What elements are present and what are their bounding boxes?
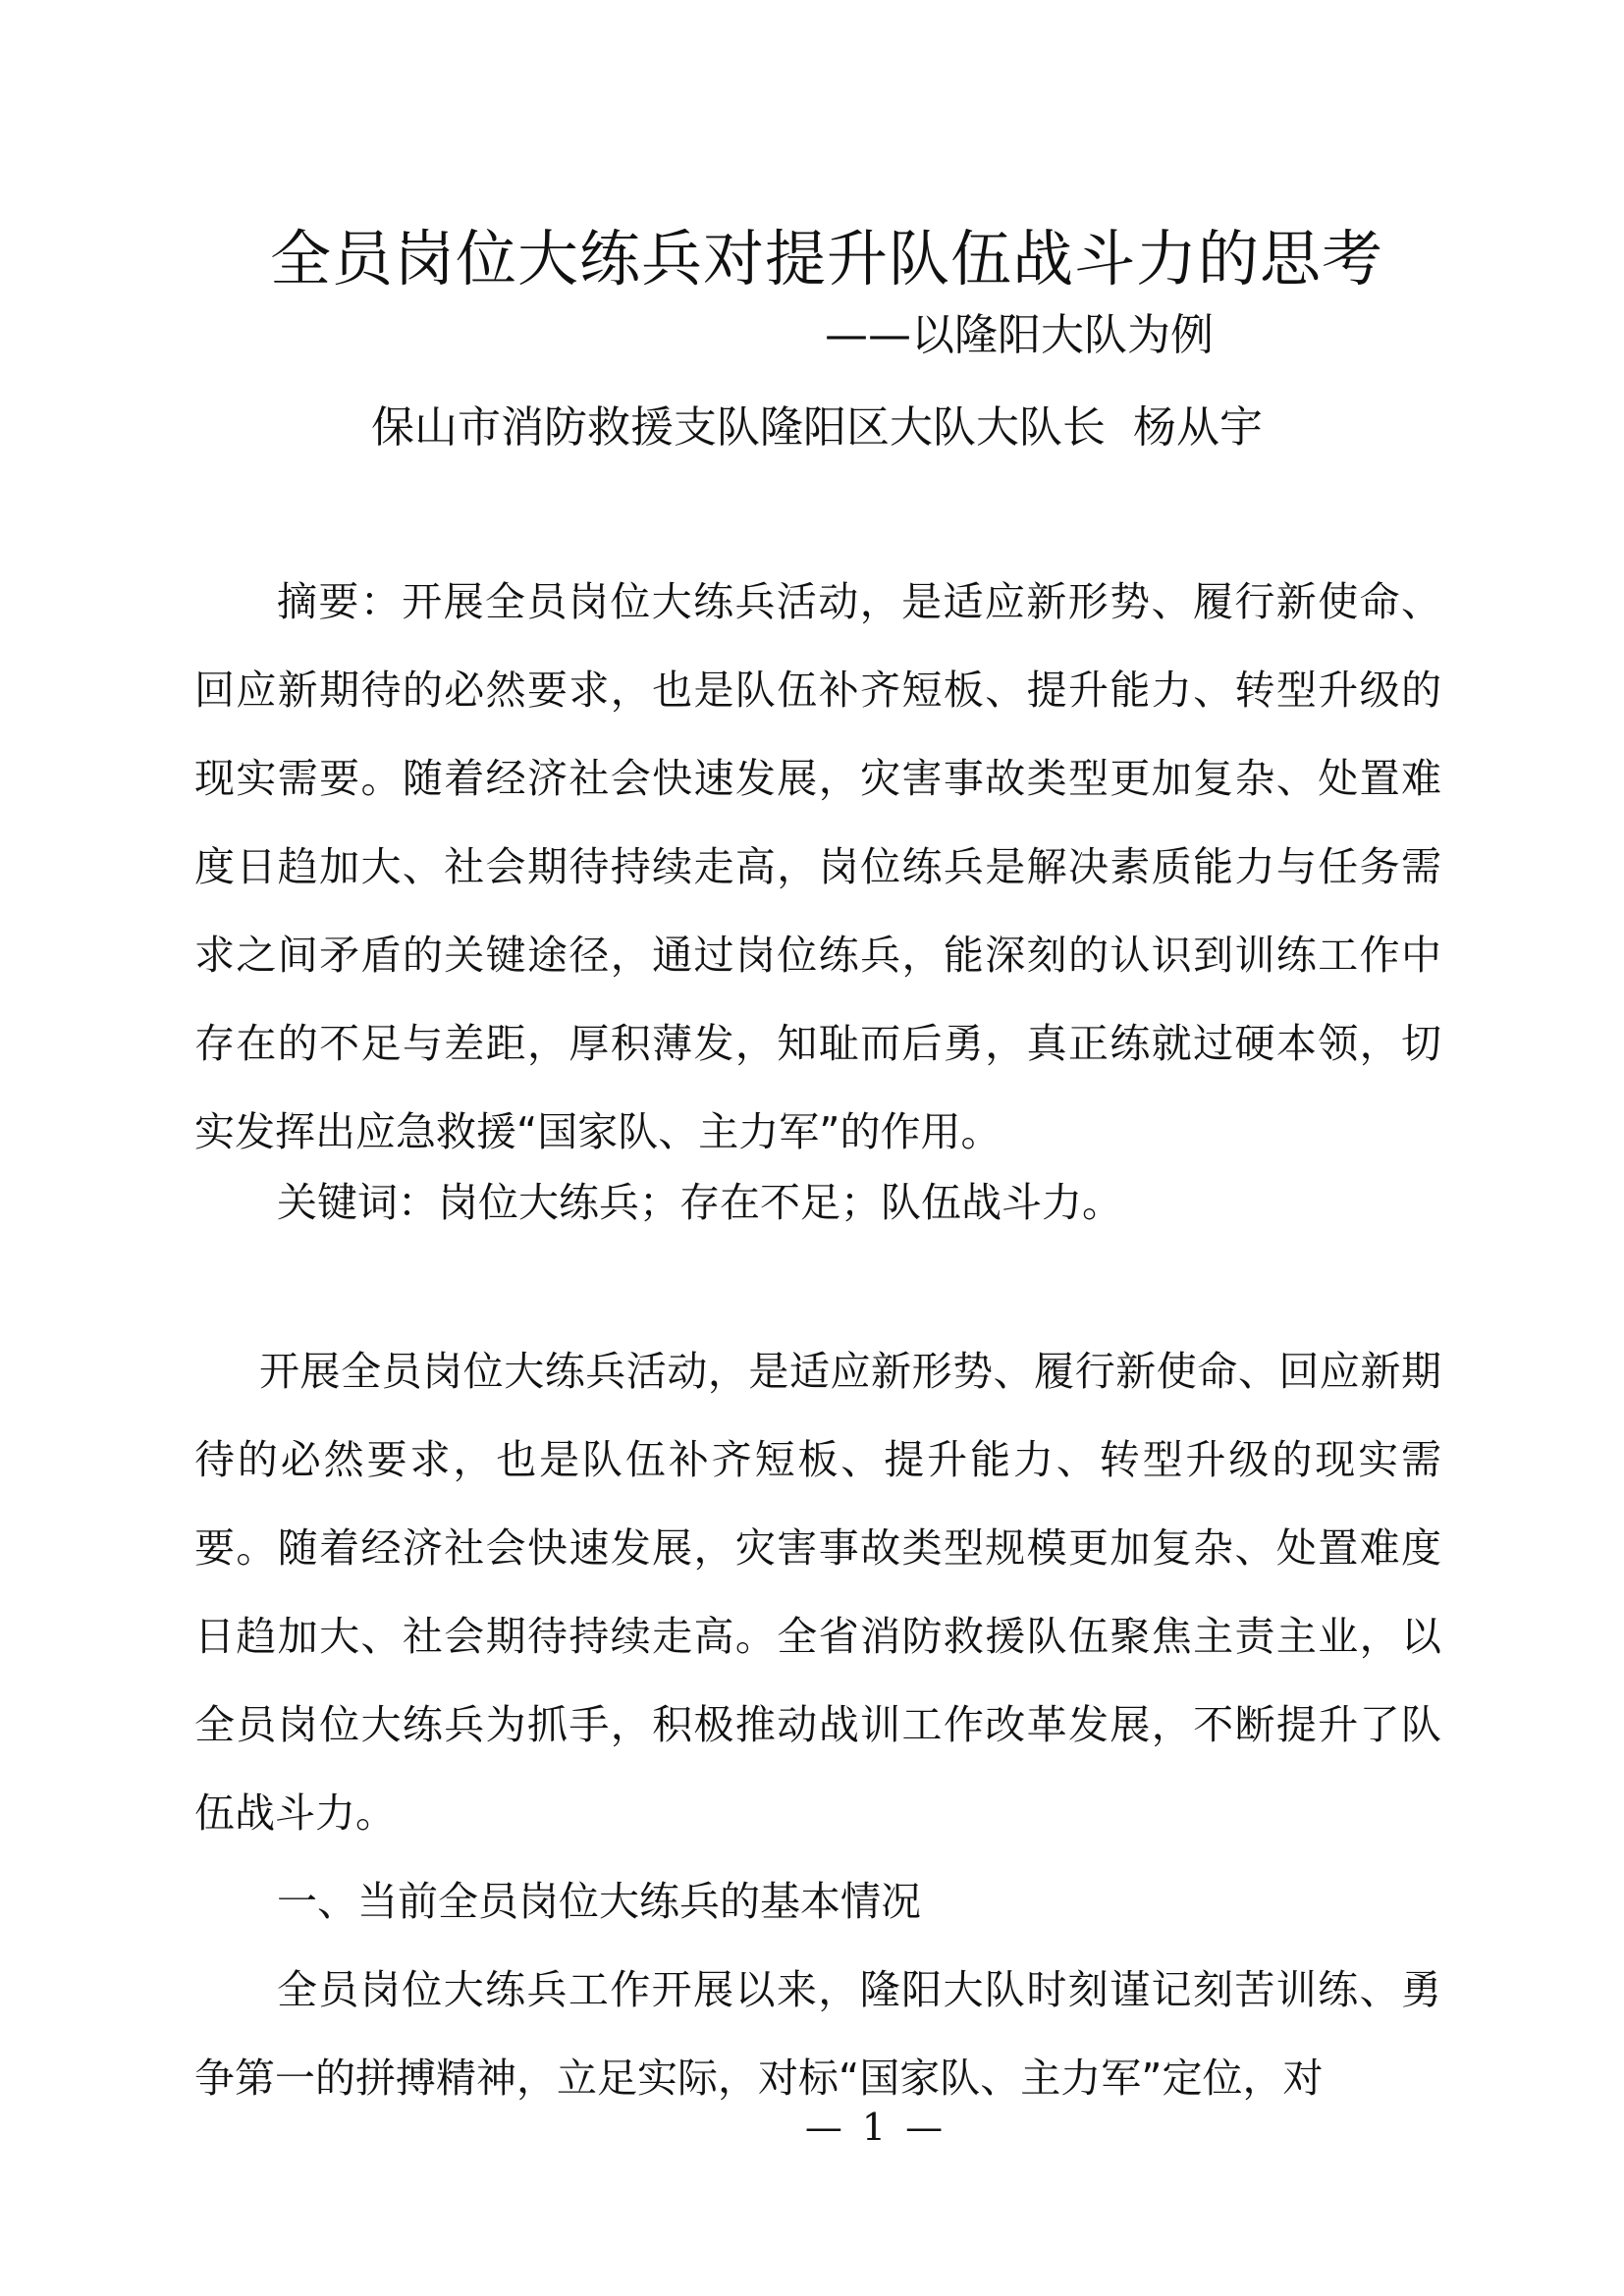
abstract-paragraph — [194, 558, 1441, 1176]
document-subtitle: ——以隆阳大队为例 — [825, 310, 1214, 360]
document-title: 全员岗位大练兵对提升队伍战斗力的思考 — [269, 223, 1383, 294]
body-paragraph-2: 全员岗位大练兵工作开展以来，隆阳大队时刻谨记刻苦训练、勇争第一的拼搏精神，立足实际，对标“国家队、主力军”定位，对 — [194, 1966, 1441, 2102]
page-number: — 1 — — [804, 2106, 947, 2149]
keywords-paragraph — [194, 1158, 1441, 1247]
abstract-text: 开展全员岗位大练兵活动，是适应新形势、履行新使命、回应新期待的必然要求，也是队伍补齐短板、提升能力、转型升级的现实需要。随着经济社会快速发展，灾害事故类型更加复杂、处置难度日趋加大、社会期待持续走高，岗位练兵是解决素质能力与任务需求之间矛盾的关键途径，通过岗位练兵，能深刻的认识到训练工作中存在的不足与差距，厚积薄发，知耻而后勇，真正练就过硬本领，切实发挥出应急救援“国家队、主力军”的作用。 — [194, 578, 1442, 1155]
section-heading-1: 一、当前全员岗位大练兵的基本情况 — [277, 1878, 921, 1925]
abstract-label: 摘要： — [277, 578, 403, 625]
document-author: 保山市消防救援支队隆阳区大队大队长 杨从宇 — [371, 402, 1263, 453]
body-paragraph-1: 开展全员岗位大练兵活动，是适应新形势、履行新使命、回应新期待的必然要求，也是队伍补齐短板、提升能力、转型升级的现实需要。随着经济社会快速发展，灾害事故类型规模更加复杂、处置难度日趋加大、社会期待持续走高。全省消防救援队伍聚焦主责主业，以全员岗位大练兵为抓手，积极推动战训工作改革发展，不断提升了队伍战斗力。 — [194, 1348, 1441, 1837]
keywords-text: 岗位大练兵；存在不足；队伍战斗力。 — [438, 1179, 1122, 1226]
keywords-label: 关键词： — [277, 1179, 438, 1226]
